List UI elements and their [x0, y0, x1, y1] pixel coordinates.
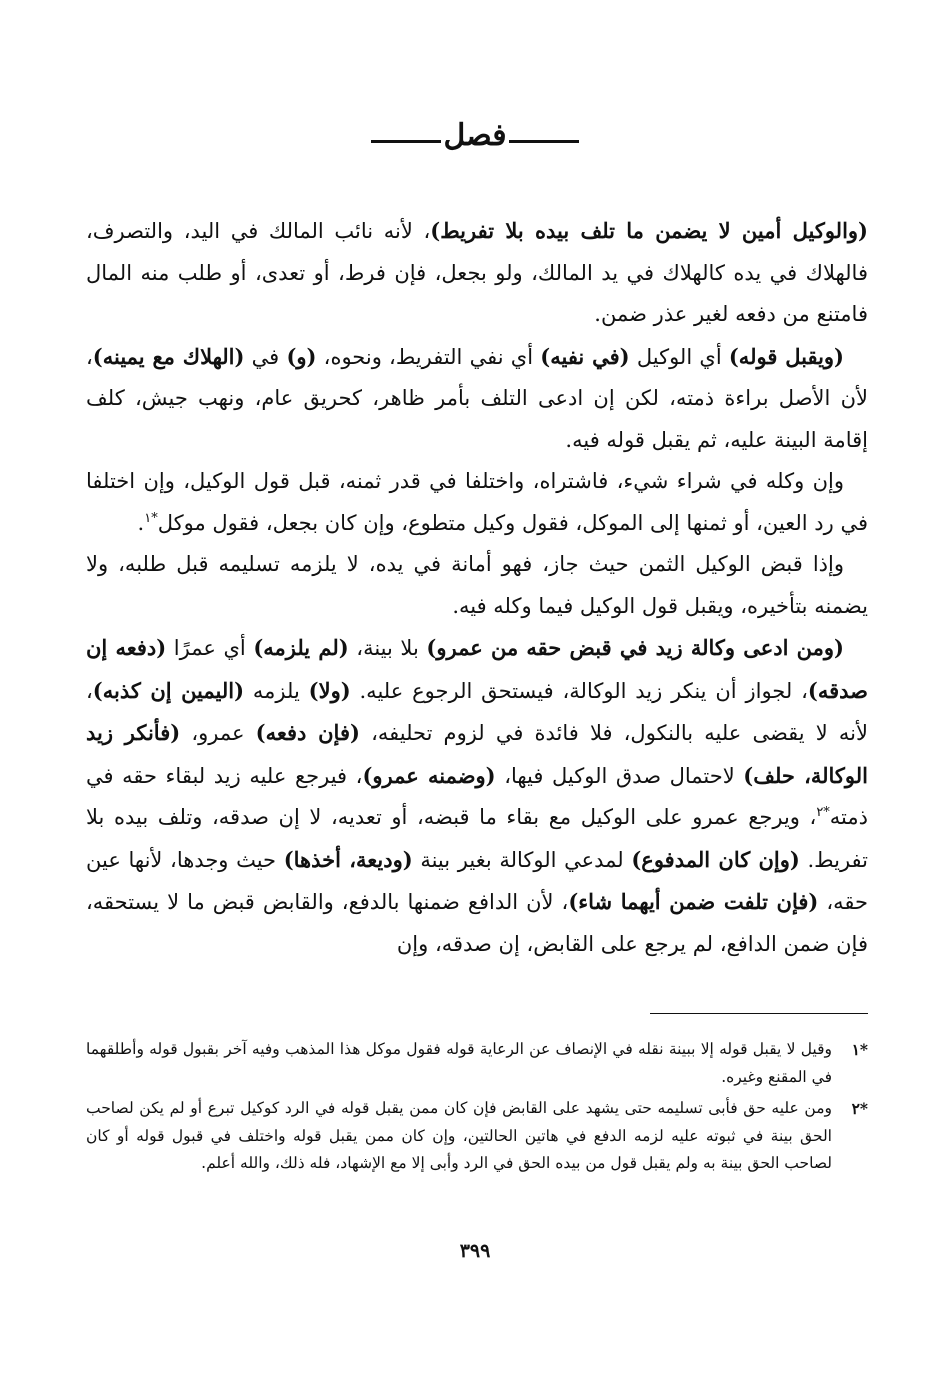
matn-text: (اليمين إن كذبه) [92, 677, 245, 703]
matn-text: (وإن كان المدفوع) [631, 846, 800, 872]
heading-text: فصل [443, 118, 507, 153]
sharh-text: ، لجواز أن ينكر زيد الوكالة، فيستحق الرجوع عليه. [350, 678, 808, 703]
sharh-text: لمدعي الوكالة بغير بينة [412, 847, 632, 872]
sharh-text: وإذا قبض الوكيل الثمن حيث جاز، فهو أمانة في يده، لا يلزمه تسليمه قبل طلبه، ولا يضمنه بتأخيره، ويقبل قول الوكيل فيما وكله فيه. [86, 552, 868, 618]
footnotes [86, 1036, 868, 1182]
paragraph-1 [86, 210, 868, 336]
sharh-text: وإن وكله في شراء شيء، فاشتراه، واختلفا في قدر ثمنه، قبل قول الوكيل، وإن اختلفا في رد العين، أو ثمنها إلى الموكل، فقول وكيل متطوع، وإن كان بجعل، فقول موكل [86, 469, 868, 535]
footnote-marker: *٢ [851, 1099, 868, 1118]
sharh-text: ، فيرجع عليه زيد لبقاء حقه في ذمته [86, 763, 868, 829]
sharh-text: أي الوكيل [629, 344, 729, 369]
matn-text: (دفعه إن صدقه) [86, 635, 868, 703]
matn-text: (والوكيل أمين لا يضمن ما تلف بيده بلا تفريط) [430, 218, 868, 243]
main-text [86, 210, 868, 965]
footnote-text: وقيل لا يقبل قوله إلا ببينة نقله في الإنصاف عن الرعاية قوله فقول موكل هذا المذهب وفيه آخر بقبول قوله وأطلقهما في المقنع وغيره. [86, 1040, 832, 1086]
sharh-text: لاحتمال صدق الوكيل فيها، [495, 763, 744, 788]
page-number: ٣٩٩ [459, 1240, 491, 1262]
matn-text: (فإن تلفت ضمن أيهما شاء) [568, 889, 819, 914]
matn-text: (و) [286, 343, 317, 369]
sharh-text: ، لأن الأصل براءة ذمته، لكن إن ادعى التلف بأمر ظاهر، كحريق عام، ونهب جيش، كلف إقامة البينة عليه، ثم يقبل قوله فيه. [86, 344, 868, 452]
matn-text: (لم يلزمه) [253, 635, 349, 660]
footnote-text: ومن عليه حق فأبى تسليمه حتى يشهد على القابض فإن كان ممن يقبل قوله في الرد كوكيل تبرع أو لم يكن لصاحب الحق بينة في ثبوته عليه لزمه الدفع في هاتين الحالتين، وإن كان ممن يقبل قوله واختلف في قبول قوله أو كان لصاحب الحق بينة به ولم يقبل قول من بيده الحق في الرد وأبى إلا مع الإشهاد، فله ذلك، والله أعلم. [86, 1099, 832, 1172]
footnote-2 [86, 1095, 868, 1178]
matn-text: (في نفيه) [540, 343, 630, 369]
paragraph-4 [86, 544, 868, 627]
sharh-text: في [244, 344, 287, 369]
footnote-marker: *١ [851, 1040, 868, 1059]
matn-text: (الهلاك مع يمينه) [92, 343, 245, 369]
matn-text: (وديعة، أخذها) [283, 846, 413, 872]
paragraph-5 [86, 627, 868, 965]
sharh-text: . [137, 510, 145, 535]
sharh-text: ، لأن الدافع ضمنها بالدفع، والقابض قبض ما لا يستحقه، فإن ضمن الدافع، لم يرجع على القابض، إن صدقه، وإن [86, 890, 868, 956]
sharh-text: ، ويرجع عمرو على الوكيل مع بقاء ما قبضه، أو تعديه، لا إن صدقه، وتلف بيده بلا تفريط. [86, 805, 869, 872]
sharh-text: عمرو، [180, 721, 256, 745]
matn-text: (ويقبل قوله) [728, 343, 844, 369]
footnote-1 [86, 1036, 868, 1091]
sharh-text: ، لأنه نائب المالك في اليد، والتصرف، فالهلاك في يده كالهلاك في يد المالك، ولو بجعل، فإن فرط، أو تعدى، أو طلب منه المال فامتنع من دفعه لغير عذر ضمن. [86, 219, 868, 326]
matn-text: (فأنكر زيد الوكالة، حلف) [86, 720, 868, 788]
heading-rule-right [509, 140, 579, 143]
sharh-text: ، لأنه لا يقضى عليه بالنكول، فلا فائدة في لزوم تحليفه، [86, 678, 868, 745]
matn-text: (وضمنه عمرو) [362, 762, 496, 788]
sharh-text: أي عمرًا [166, 636, 254, 660]
paragraph-2 [86, 336, 868, 462]
section-heading [0, 118, 950, 153]
sharh-text: يلزمه [244, 678, 309, 703]
matn-text: (فإن دفعه) [255, 720, 360, 745]
footnote-ref-1[interactable]: *١ [144, 510, 158, 526]
sharh-text: أي نفي التفريط، ونحوه، [316, 344, 541, 369]
matn-text: (ولا) [308, 677, 351, 703]
footnote-ref-2[interactable]: *٢ [816, 805, 830, 820]
footnote-divider [650, 1013, 868, 1014]
paragraph-3 [86, 461, 868, 544]
heading-rule-left [371, 140, 441, 143]
sharh-text: بلا بينة، [348, 636, 427, 660]
matn-text: (ومن ادعى وكالة زيد في قبض حقه من عمرو) [426, 635, 844, 660]
sharh-text: حيث وجدها، لأنها عين حقه، [86, 847, 868, 914]
